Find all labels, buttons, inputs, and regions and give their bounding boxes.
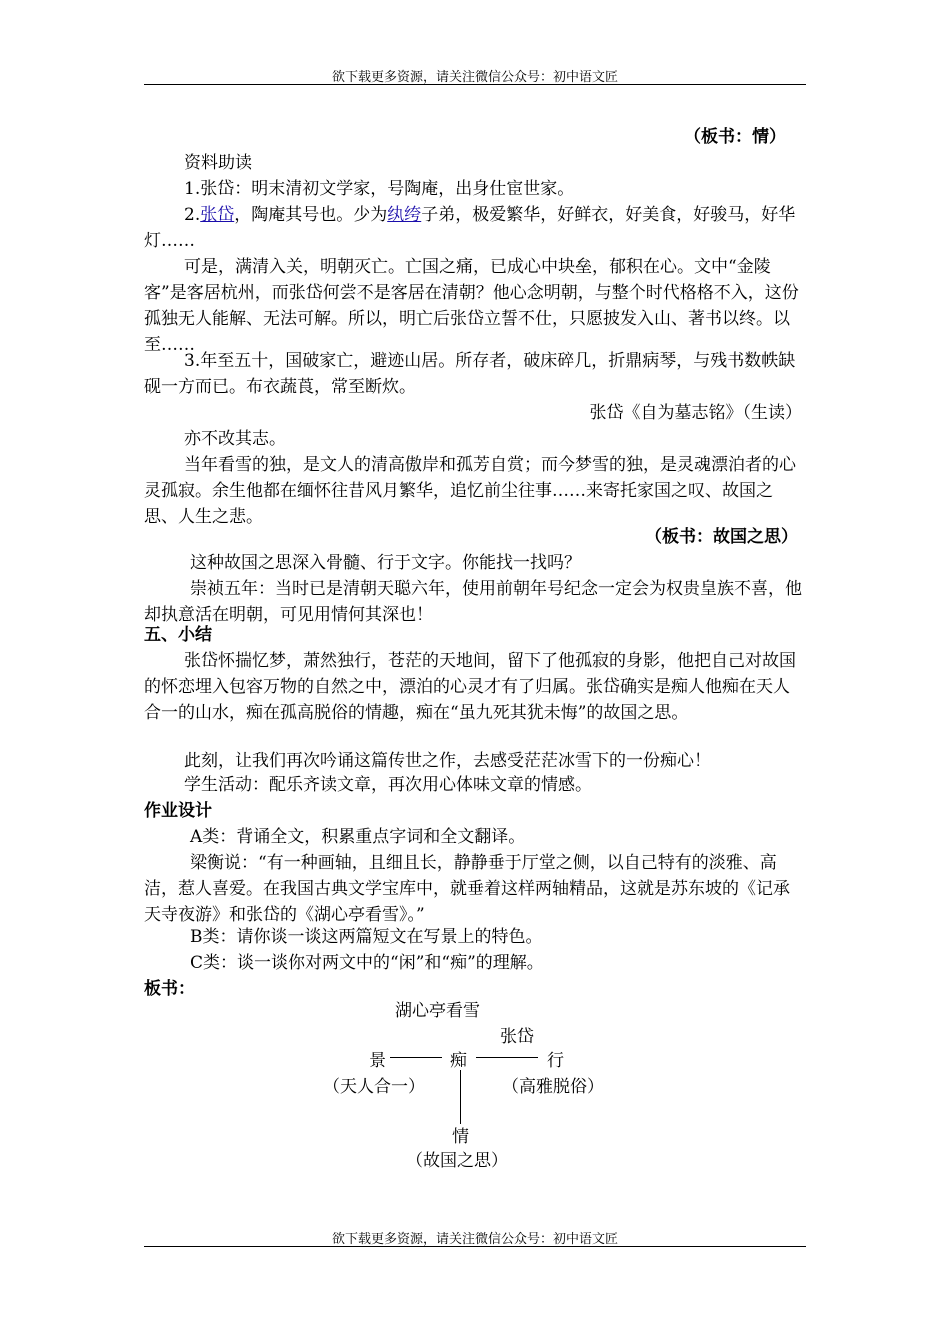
board-author: 张岱 [500,1027,534,1047]
para-keshi: 可是，满清入关，明朝灭亡。亡国之痛，已成心中块垒，郁积在心。文中“金陵客”是客居杭州，而张岱何尝不是客居在清朝？他心念明朝，与整个时代格格不入，这份孤独无人能解、无法可解。所以，明亡后张岱立誓不仕，只愿披发入山、著书以终。以至…… [144,257,799,355]
page-footer: 欲下载更多资源，请关注微信公众号：初中语文匠 [331,1232,618,1247]
board-title: 板书： [144,979,195,999]
section-5-title: 五、小结 [144,625,212,645]
homework-b: B类：请你谈一谈这两篇短文在写景上的特色。 [190,927,543,947]
para-zhezhong: 这种故国之思深入骨髓、行于文字。你能找一找吗？ [190,553,581,573]
item-2-text-1: ，陶庵其号也。少为 [234,205,388,225]
link-wankua[interactable]: 纨绔 [387,205,422,225]
item-2 [144,202,806,254]
para-yibu: 亦不改其志。 [184,429,286,449]
ziliao-title: 资料助读 [184,153,252,173]
link-zhangdai[interactable]: 张岱 [200,205,235,225]
homework-a: A类：背诵全文，积累重点字词和全文翻译。 [190,827,526,847]
para-chongzhen: 崇祯五年：当时已是清朝天聪六年，使用前朝年号纪念一定会为权贵皇族不喜，他却执意活在明朝，可见用情何其深也！ [144,579,802,625]
board-jing: 景 [369,1051,386,1071]
board-tag-guguo: （板书：故国之思） [645,527,798,547]
board-chi: 痴 [450,1051,467,1071]
source-citation: 张岱《自为墓志铭》（生读） [589,403,802,423]
item-1: 1.张岱：明末清初文学家，号陶庵，出身仕宦世家。 [184,179,575,199]
header-rule [144,84,806,85]
board-tag-qing: （板书：情） [684,127,786,147]
homework-liang: 梁衡说：“有一种画轴，且细且长，静静垂于厅堂之侧，以自己特有的淡雅、高洁，惹人喜爱。在我国古典文学宝库中，就垂着这样两轴精品，这就是苏东坡的《记承天寺夜游》和张岱的《湖心亭看雪》。” [144,853,790,925]
para-huodong: 学生活动：配乐齐读文章，再次用心体味文章的情感。 [184,775,592,795]
item-2-text-2: 子弟，极爱繁华，好鲜衣，好美食，好骏马，好华灯…… [144,205,796,251]
board-xing: 行 [547,1051,564,1071]
board-qing: 情 [452,1127,469,1147]
board-line-left [390,1057,442,1058]
board-xing-note: （高雅脱俗） [502,1077,604,1097]
board-line-right [476,1057,538,1058]
board-qing-note: （故国之思） [406,1151,508,1171]
para-xiaojie: 张岱怀揣忆梦，萧然独行，苍茫的天地间，留下了他孤寂的身影，他把自己对故国的怀恋埋入包容万物的自然之中，漂泊的心灵才有了归属。张岱确实是痴人他痴在天人合一的山水，痴在孤高脱俗的情趣，痴在“虽九死其犹未悔”的故国之思。 [144,651,796,723]
board-work-title: 湖心亭看雪 [395,1001,480,1021]
item-2-num: 2. [184,205,201,225]
para-dangnian: 当年看雪的独，是文人的清高傲岸和孤芳自赏；而今梦雪的独，是灵魂漂泊者的心灵孤寂。余生他都在缅怀往昔风月繁华，追忆前尘往事……来寄托家国之叹、故国之思、人生之悲。 [144,455,796,527]
homework-c: C类：谈一谈你对两文中的“闲”和“痴”的理解。 [190,953,544,973]
board-jing-note: （天人合一） [323,1077,425,1097]
para-cike: 此刻，让我们再次吟诵这篇传世之作，去感受茫茫冰雪下的一份痴心！ [184,751,711,771]
homework-title: 作业设计 [144,801,212,821]
item-3: 3.年至五十，国破家亡，避迹山居。所存者，破床碎几，折鼎病琴，与残书数帙缺砚一方而已。布衣蔬莨，常至断炊。 [144,351,796,397]
page-header: 欲下载更多资源，请关注微信公众号：初中语文匠 [331,70,618,85]
board-line-vertical [460,1070,461,1124]
footer-rule [144,1246,806,1247]
